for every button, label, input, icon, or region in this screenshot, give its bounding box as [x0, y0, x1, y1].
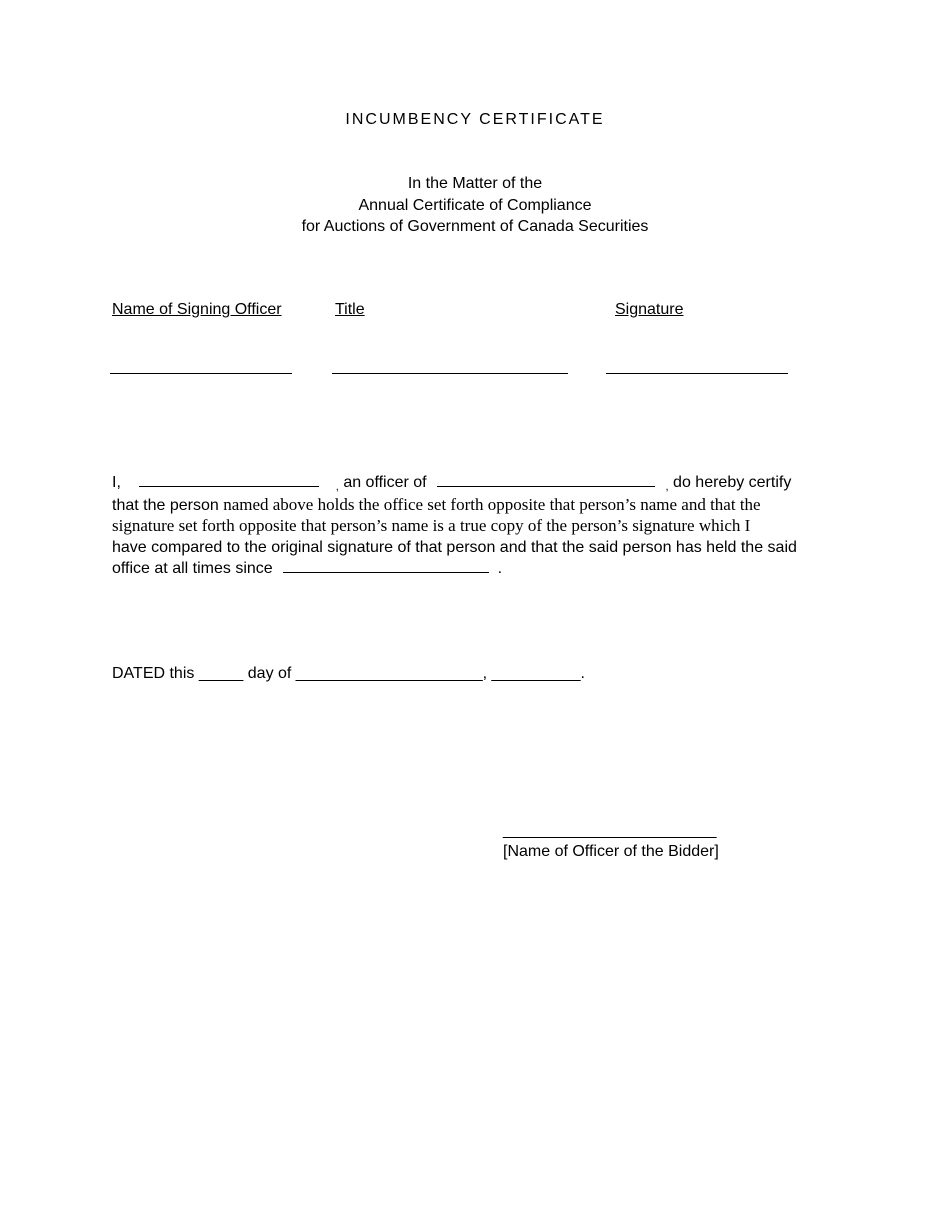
- document-subtitle: [0, 173, 950, 238]
- certification-line-1: [112, 472, 832, 494]
- certification-line-2b: named above holds the office set forth opposite that person’s name and that the: [223, 494, 761, 514]
- period: .: [497, 560, 503, 577]
- officer-of-text: an officer of: [343, 474, 427, 491]
- subtitle-line-2: Annual Certificate of Compliance: [358, 196, 592, 214]
- dated-line: DATED this _____ day of _____________________, __________.: [112, 665, 585, 682]
- since-date-blank[interactable]: [283, 558, 489, 573]
- column-header-name: Name of Signing Officer: [112, 301, 282, 318]
- signature-block: [503, 820, 719, 862]
- signature-line[interactable]: ________________________: [503, 822, 717, 839]
- subtitle-line-3: for Auctions of Government of Canada Securities: [301, 218, 649, 235]
- signature-label: [Name of Officer of the Bidder]: [503, 843, 719, 860]
- officer-name-blank[interactable]: [139, 472, 319, 487]
- column-header-title: Title: [335, 301, 365, 318]
- signature-blank-line[interactable]: [606, 373, 788, 374]
- company-name-blank[interactable]: [437, 472, 655, 487]
- certification-line-3: signature set forth opposite that person’s name is a true copy of the person’s signature which I: [112, 516, 751, 535]
- certification-paragraph: [112, 472, 832, 580]
- subtitle-line-1: In the Matter of the: [407, 175, 543, 192]
- certification-line-4: have compared to the original signature of that person and that the said person has held the said: [112, 538, 797, 556]
- hereby-certify-text: do hereby certify: [673, 474, 792, 491]
- comma-1: ,: [335, 481, 339, 493]
- certification-line-2: [112, 494, 832, 516]
- document-title: INCUMBENCY CERTIFICATE: [345, 111, 605, 128]
- title-blank-line[interactable]: [332, 373, 568, 374]
- comma-2: ,: [665, 481, 669, 493]
- name-blank-line[interactable]: [110, 373, 292, 374]
- certification-line-5: [112, 558, 832, 580]
- certification-line-2a: that the person: [112, 496, 224, 514]
- pronoun-i: I,: [112, 474, 121, 491]
- column-header-signature: Signature: [615, 301, 684, 318]
- since-text: office at all times since: [112, 560, 273, 577]
